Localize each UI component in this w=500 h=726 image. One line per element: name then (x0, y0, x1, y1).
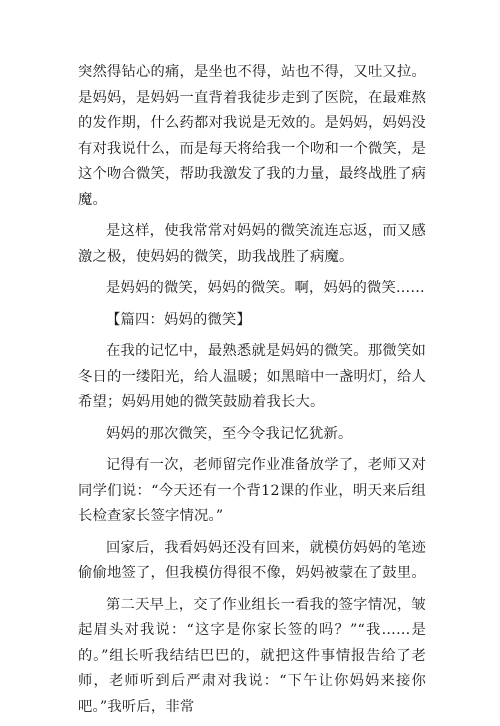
paragraph-3: 是妈妈的微笑，妈妈的微笑。啊，妈妈的微笑…… (106, 280, 425, 296)
section-heading: 【篇四：妈妈的微笑】 (106, 311, 251, 328)
paragraph-7: 回家后，我看妈妈还没有回来，就模仿妈妈的笔迹偷偷地签了，但我模仿得很不像，妈妈被蒙在了鼓里。 (78, 539, 426, 581)
document-page (78, 60, 426, 726)
paragraph-4: 在我的记忆中，最熟悉就是妈妈的微笑。那微笑如冬日的一缕阳光，给人温暖；如黑暗中一盏明灯，给人希望；妈妈用她的微笑鼓励着我长大。 (78, 343, 426, 410)
paragraph-5: 妈妈的那次微笑，至今令我记忆犹新。 (106, 425, 353, 442)
paragraph-2: 是这样，使我常常对妈妈的微笑流连忘返，而又感激之极，使妈妈的微笑，助我战胜了病魔。 (78, 223, 426, 265)
paragraph-8: 第二天早上，交了作业组长一看我的签字情况，皱起眉头对我说：“这字是你家长签的吗？”“我……是的。”组长听我结结巴巴的，就把这件事情报告给了老师，老师听到后严肃对我说：“下午让你妈妈来接你吧。”我听后，非常 (78, 596, 426, 715)
paragraph-1: 突然得钻心的痛，是坐也不得，站也不得，又吐又拉。是妈妈，是妈妈一直背着我徒步走到了医院，在最难熬的发作期，什么药都对我说是无效的。是妈妈，妈妈没有对我说什么，而是每天将给我一个吻和一个微笑，是这个吻合微笑，帮助我激发了我的力量，最终战胜了病魔。 (78, 64, 426, 208)
paragraph-6: 记得有一次，老师留完作业准备放学了，老师又对同学们说：“今天还有一个背12课的作业，明天来后组长检查家长签字情况。” (78, 457, 426, 524)
